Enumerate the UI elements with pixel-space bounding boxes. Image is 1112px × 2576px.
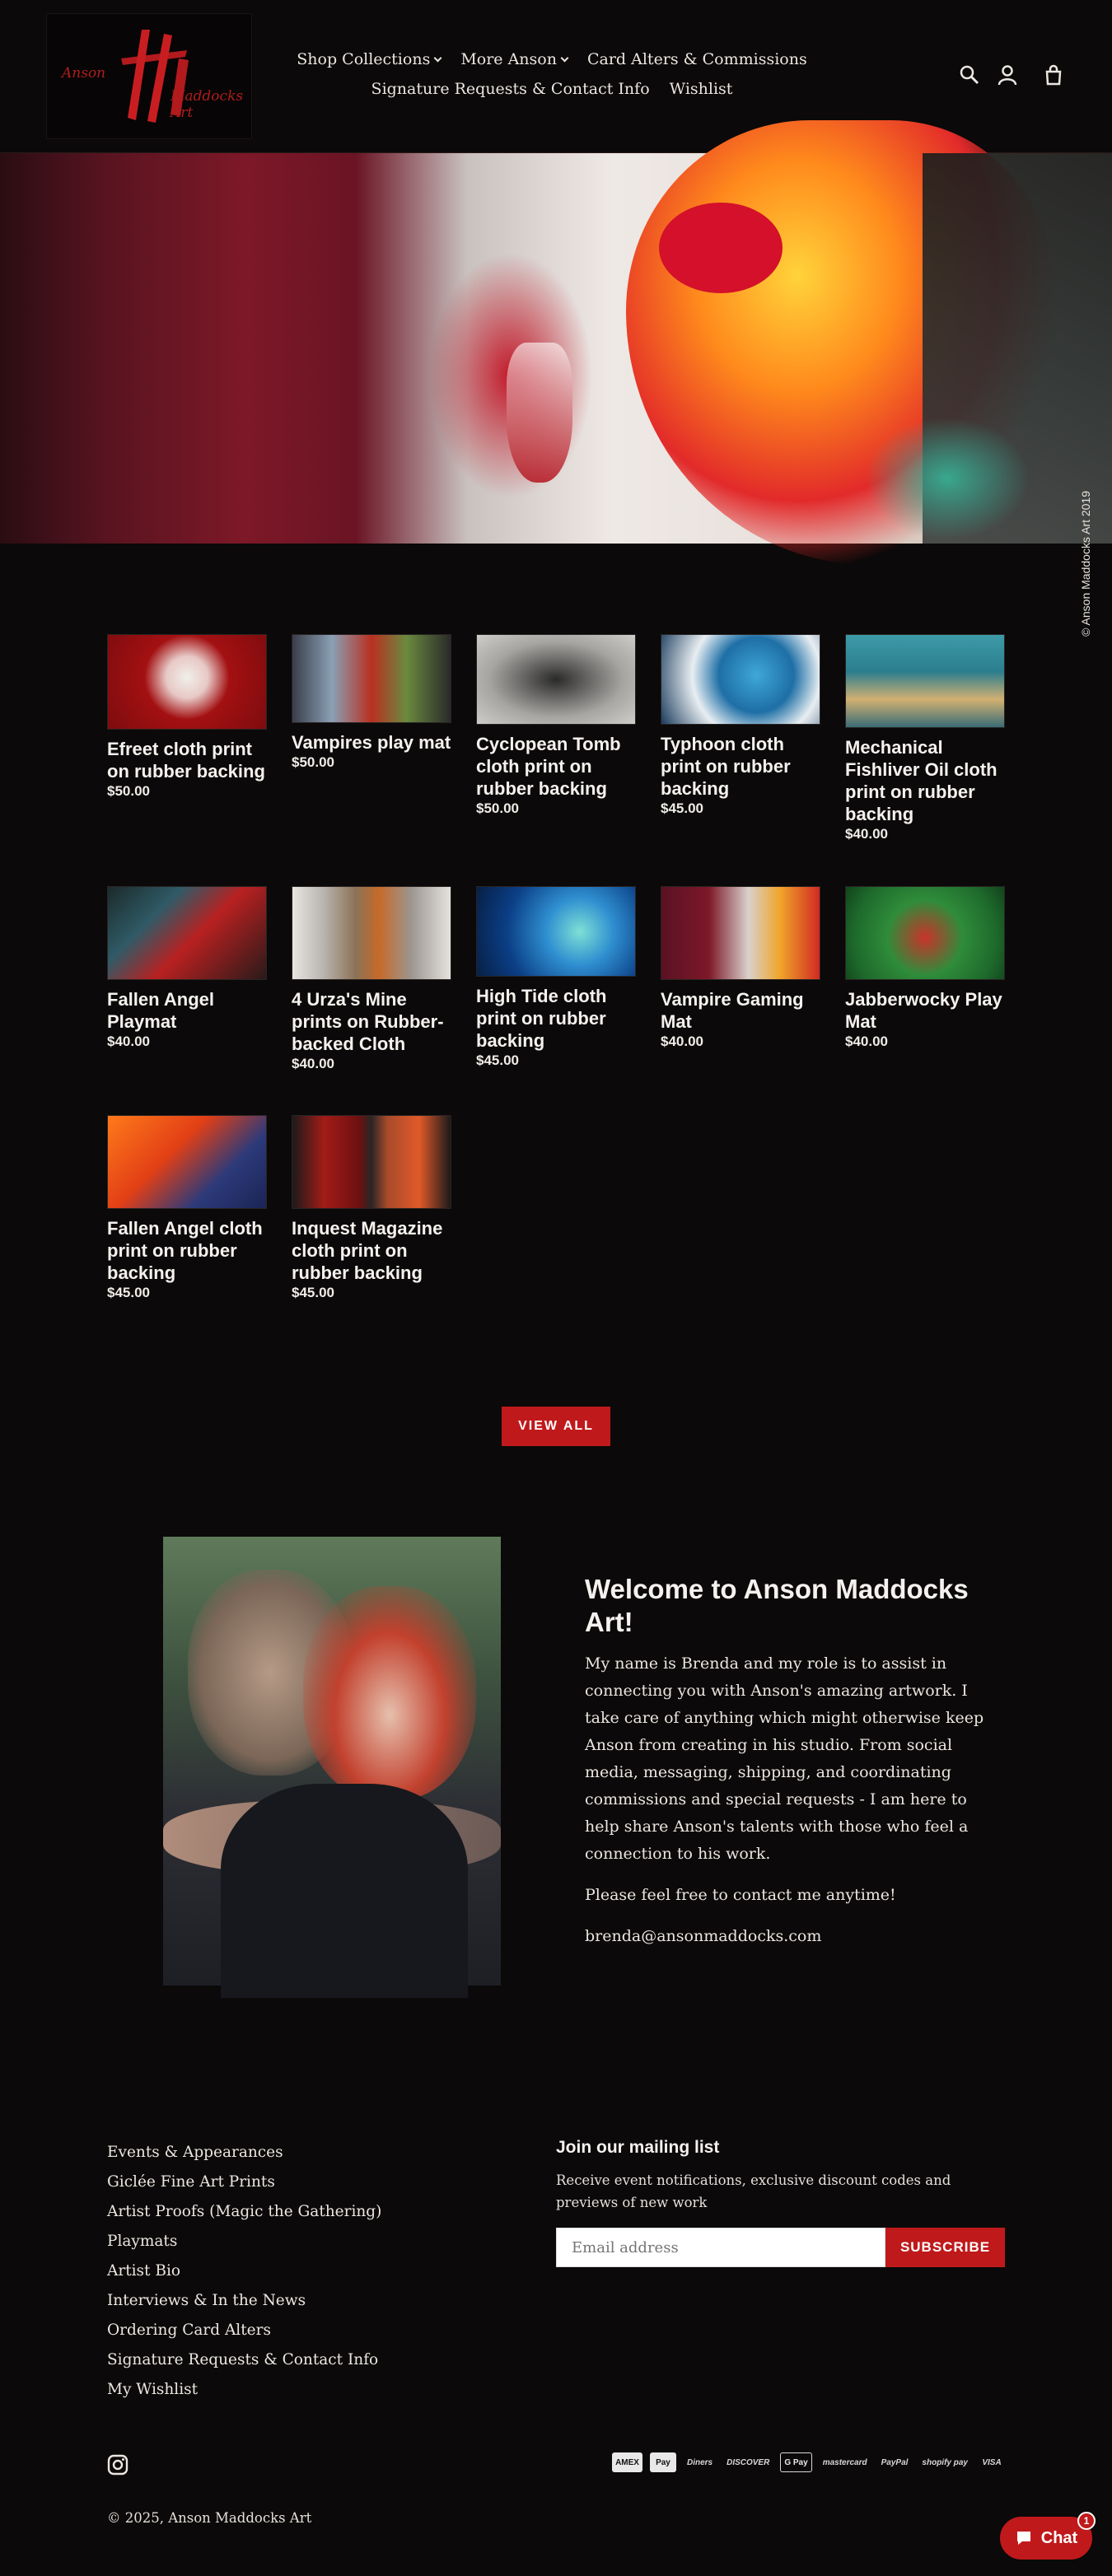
product-card[interactable] <box>107 886 267 1050</box>
footer-link-interviews[interactable]: Interviews & In the News <box>107 2292 306 2309</box>
nav-signature-requests[interactable]: Signature Requests & Contact Info <box>371 80 650 98</box>
product-title[interactable]: Vampire Gaming Mat <box>661 989 804 1032</box>
hero-wine-glass <box>507 343 572 483</box>
product-title[interactable]: Mechanical Fishliver Oil cloth print on rubber backing <box>845 737 998 824</box>
footer-link-wishlist[interactable]: My Wishlist <box>107 2381 199 2398</box>
product-price: $45.00 <box>107 1285 150 1300</box>
product-price: $40.00 <box>292 1056 334 1071</box>
product-image[interactable] <box>661 634 820 725</box>
product-image[interactable] <box>107 634 267 730</box>
product-card[interactable] <box>661 886 820 1050</box>
footer-link-playmats[interactable]: Playmats <box>107 2233 178 2250</box>
product-price: $40.00 <box>845 826 888 842</box>
visa-icon: VISA <box>982 2457 1002 2467</box>
product-price: $45.00 <box>476 1052 519 1068</box>
product-title[interactable]: Jabberwocky Play Mat <box>845 989 1002 1032</box>
product-card[interactable] <box>292 1115 451 1301</box>
nav-card-alters[interactable]: Card Alters & Commissions <box>586 50 807 68</box>
product-title[interactable]: Vampires play mat <box>292 732 451 753</box>
chat-label: Chat <box>1040 2528 1078 2547</box>
nav-row-2 <box>280 74 824 104</box>
hero-lips <box>659 203 783 293</box>
paypal-icon: PayPal <box>881 2457 909 2467</box>
nav-label: More Anson <box>460 50 557 68</box>
welcome-email[interactable]: brenda@ansonmaddocks.com <box>585 1927 822 1945</box>
header-icons <box>959 64 1064 86</box>
mailing-list <box>556 2138 1005 2267</box>
hero-signature: © Anson Maddocks Art 2019 <box>1079 491 1092 637</box>
copyright: © 2025, Anson Maddocks Art <box>107 2510 312 2526</box>
hero-banner <box>0 153 1112 637</box>
chevron-down-icon <box>434 54 442 63</box>
email-input[interactable] <box>556 2228 885 2267</box>
shopify-pay-icon: shopify pay <box>922 2457 968 2467</box>
product-image[interactable] <box>476 634 636 725</box>
account-icon[interactable] <box>997 64 1018 86</box>
subscribe-form <box>556 2228 1005 2267</box>
product-card[interactable] <box>476 634 636 817</box>
footer-link-signature-requests[interactable]: Signature Requests & Contact Info <box>107 2351 379 2368</box>
product-price: $50.00 <box>292 754 334 770</box>
footer-link-card-alters[interactable]: Ordering Card Alters <box>107 2322 271 2339</box>
mailing-heading: Join our mailing list <box>556 2138 720 2157</box>
nav-wishlist[interactable]: Wishlist <box>669 80 733 98</box>
site-logo[interactable] <box>46 13 252 139</box>
product-card[interactable] <box>845 634 1005 842</box>
product-title[interactable]: High Tide cloth print on rubber backing <box>476 986 607 1051</box>
hero-accent <box>865 417 1030 540</box>
product-image[interactable] <box>661 886 820 980</box>
discover-icon: DISCOVER <box>727 2457 770 2467</box>
google-pay-icon: G Pay <box>780 2452 811 2472</box>
product-title[interactable]: Fallen Angel cloth print on rubber backing <box>107 1218 263 1283</box>
product-card[interactable] <box>107 634 267 800</box>
product-image[interactable] <box>476 886 636 977</box>
payment-icons <box>612 2452 1005 2472</box>
photo-dress <box>221 1784 468 1998</box>
chat-bubble-icon <box>1015 2529 1033 2547</box>
diners-club-icon: Diners <box>686 2457 713 2467</box>
product-card[interactable] <box>476 886 636 1069</box>
product-title[interactable]: Inquest Magazine cloth print on rubber backing <box>292 1218 443 1283</box>
instagram-icon[interactable] <box>107 2454 128 2476</box>
logo-text-left: Anson <box>62 65 106 82</box>
product-price: $45.00 <box>292 1285 334 1300</box>
chat-badge: 1 <box>1077 2512 1096 2530</box>
amex-icon: AMEX <box>612 2452 642 2472</box>
welcome-section <box>585 1573 1005 1964</box>
footer-link-giclee[interactable]: Giclée Fine Art Prints <box>107 2173 275 2191</box>
mastercard-icon: mastercard <box>822 2457 867 2467</box>
mailing-text: Receive event notifications, exclusive discount codes and previews of new work <box>556 2172 951 2210</box>
product-price: $50.00 <box>476 800 519 816</box>
footer-link-artist-bio[interactable]: Artist Bio <box>107 2262 181 2280</box>
chevron-down-icon <box>561 54 569 63</box>
logo-text-right: Maddocks Art <box>171 88 244 121</box>
view-all-button[interactable]: VIEW ALL <box>502 1407 610 1446</box>
product-image[interactable] <box>107 1115 267 1209</box>
product-image[interactable] <box>107 886 267 980</box>
product-image[interactable] <box>292 634 451 723</box>
product-card[interactable] <box>107 1115 267 1301</box>
photo-woman <box>303 1586 476 1800</box>
welcome-contact-line: Please feel free to contact me anytime! <box>585 1886 896 1904</box>
chat-button[interactable] <box>998 2515 1094 2561</box>
product-image[interactable] <box>292 1115 451 1209</box>
product-image[interactable] <box>292 886 451 980</box>
product-price: $40.00 <box>845 1034 888 1049</box>
product-title[interactable]: Efreet cloth print on rubber backing <box>107 739 265 782</box>
cart-icon[interactable] <box>1043 64 1064 86</box>
main-nav <box>280 44 824 104</box>
product-card[interactable] <box>661 634 820 817</box>
footer-link-artist-proofs[interactable]: Artist Proofs (Magic the Gathering) <box>107 2203 382 2220</box>
product-title[interactable]: Fallen Angel Playmat <box>107 989 214 1032</box>
welcome-photo <box>163 1537 501 1986</box>
search-icon[interactable] <box>959 64 980 86</box>
product-price: $45.00 <box>661 800 703 816</box>
footer-links <box>107 2138 381 2405</box>
product-price: $50.00 <box>107 783 150 799</box>
product-price: $40.00 <box>661 1034 703 1049</box>
welcome-body: My name is Brenda and my role is to assist in connecting you with Anson's amazing artwork. I take care of anything which might otherwise keep Anson from creating in his studio. From social media, messaging, shipping, and coordinating commissions and special requests - I am here to help share Anson's talents with those who feel a connection to his work. <box>585 1654 984 1863</box>
product-price: $40.00 <box>107 1034 150 1049</box>
product-title[interactable]: Cyclopean Tomb cloth print on rubber backing <box>476 734 621 799</box>
nav-label: Shop Collections <box>297 50 431 68</box>
subscribe-button[interactable]: SUBSCRIBE <box>885 2228 1005 2267</box>
product-image[interactable] <box>845 886 1005 980</box>
footer-link-events[interactable]: Events & Appearances <box>107 2144 283 2161</box>
welcome-heading: Welcome to Anson Maddocks Art! <box>585 1574 969 1637</box>
product-card[interactable] <box>845 886 1005 1050</box>
nav-more-anson[interactable] <box>460 50 568 68</box>
product-card[interactable] <box>292 886 451 1072</box>
product-title[interactable]: 4 Urza's Mine prints on Rubber-backed Cloth <box>292 989 444 1054</box>
apple-pay-icon: Pay <box>650 2452 676 2472</box>
product-title[interactable]: Typhoon cloth print on rubber backing <box>661 734 791 799</box>
product-card[interactable] <box>292 634 451 771</box>
product-image[interactable] <box>845 634 1005 728</box>
nav-shop-collections[interactable] <box>297 50 441 68</box>
nav-row-1 <box>280 44 824 74</box>
